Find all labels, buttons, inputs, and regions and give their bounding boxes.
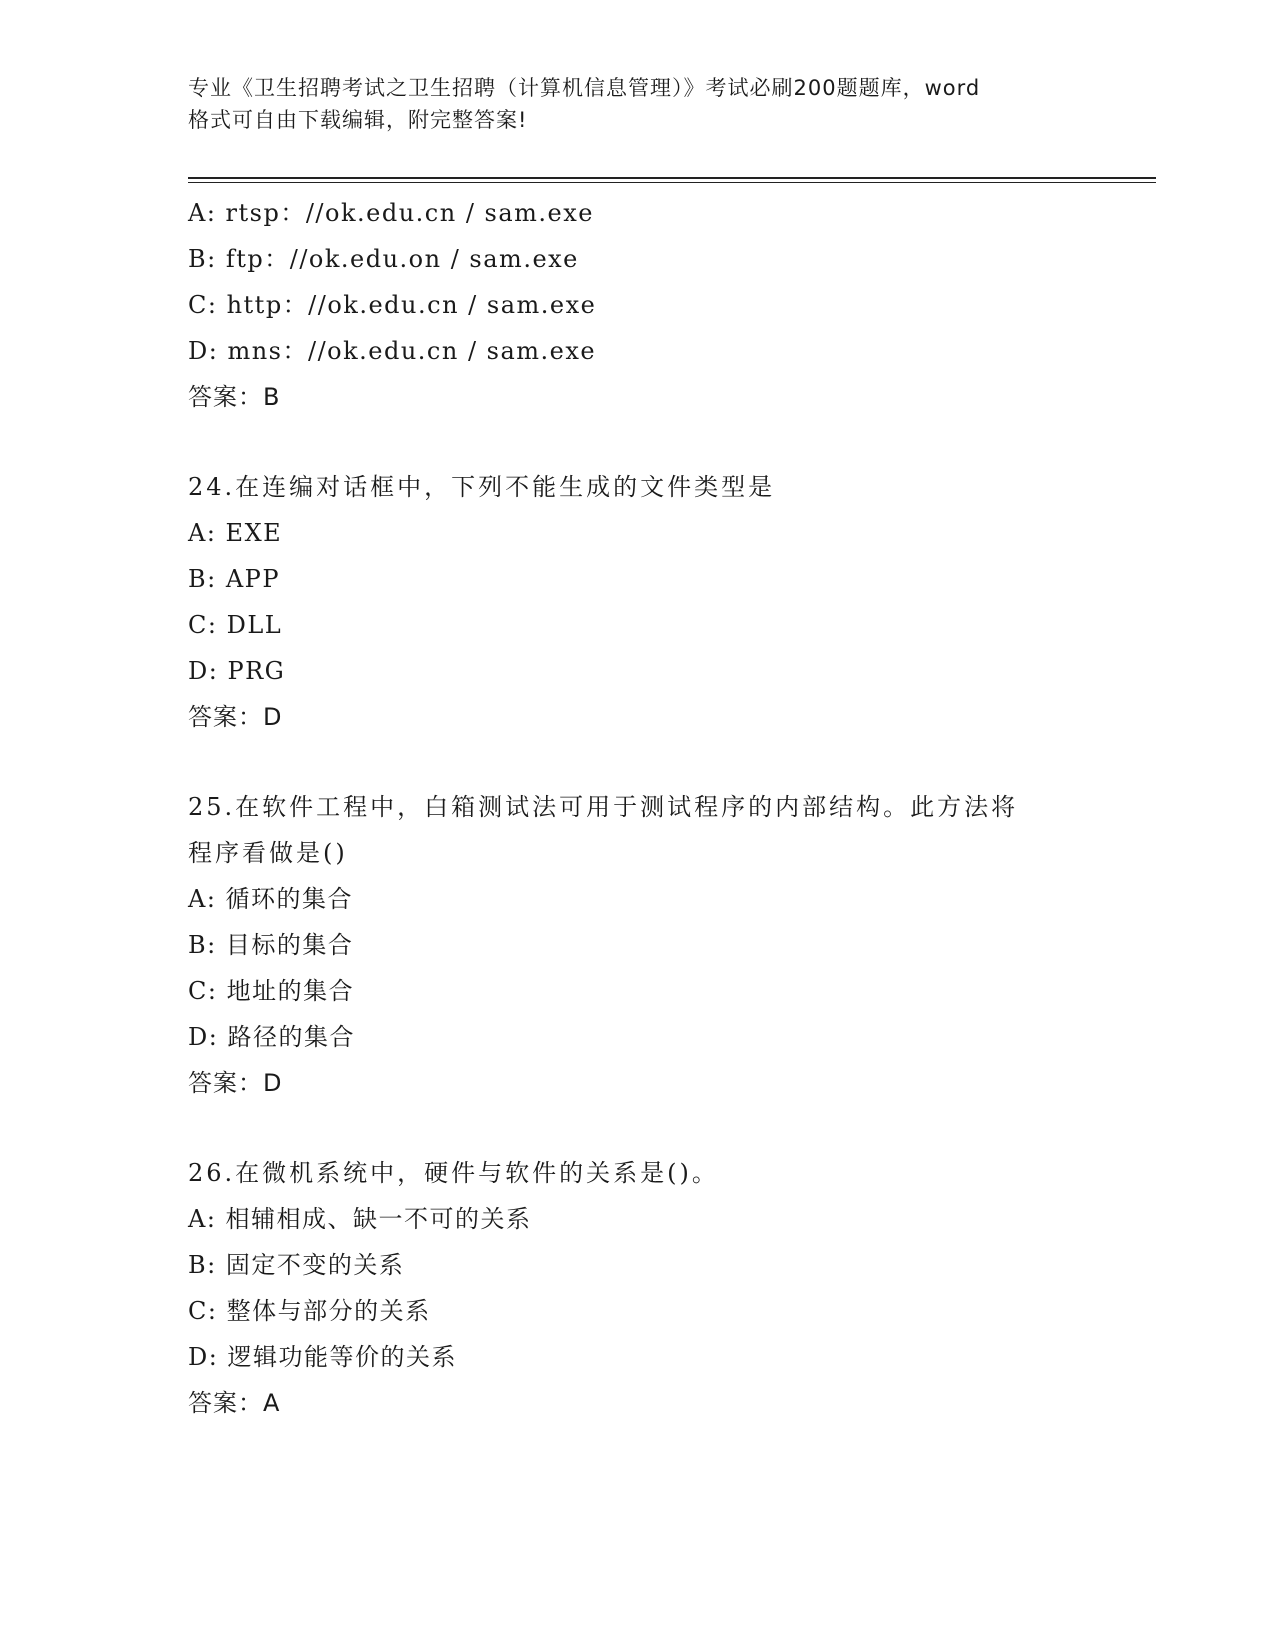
header-divider-thick (188, 177, 1156, 179)
option-d: D: 路径的集合 (188, 1023, 355, 1051)
header-line-2: 格式可自由下载编辑，附完整答案! (188, 108, 528, 132)
header-divider-thin (188, 182, 1156, 183)
option-c: C: 地址的集合 (188, 977, 355, 1005)
option-c: C: http：//ok.edu.cn / sam.exe (188, 291, 597, 319)
spacer (188, 1106, 1088, 1150)
spacer (188, 420, 1088, 464)
option-a: A: rtsp：//ok.edu.cn / sam.exe (188, 199, 594, 227)
spacer (188, 740, 1088, 784)
option-c: C: 整体与部分的关系 (188, 1297, 431, 1325)
answer-line: 答案：D (188, 703, 283, 731)
option-b: B: ftp：//ok.edu.on / sam.exe (188, 245, 579, 273)
header-line-1: 专业《卫生招聘考试之卫生招聘（计算机信息管理）》考试必刷200题题库，word (188, 76, 981, 100)
question-text-line-2: 程序看做是() (188, 839, 348, 867)
question-24 (188, 464, 1088, 740)
answer-line: 答案：B (188, 383, 281, 411)
question-text: 24.在连编对话框中，下列不能生成的文件类型是 (188, 473, 776, 501)
option-a: A: 循环的集合 (188, 885, 354, 913)
question-23 (188, 190, 1088, 420)
answer-line: 答案：A (188, 1389, 281, 1417)
option-b: B: 目标的集合 (188, 931, 354, 959)
option-d: D: PRG (188, 657, 286, 685)
question-list (188, 190, 1088, 1426)
option-b: B: 固定不变的关系 (188, 1251, 405, 1279)
question-25 (188, 784, 1088, 1106)
option-a: A: 相辅相成、缺一不可的关系 (188, 1205, 532, 1233)
question-text-line-1: 25.在软件工程中，白箱测试法可用于测试程序的内部结构。此方法将 (188, 793, 1019, 821)
document-header (188, 72, 1088, 136)
option-b: B: APP (188, 565, 280, 593)
question-26 (188, 1150, 1088, 1426)
option-a: A: EXE (188, 519, 283, 547)
option-c: C: DLL (188, 611, 283, 639)
question-text: 26.在微机系统中，硬件与软件的关系是()。 (188, 1159, 719, 1187)
answer-line: 答案：D (188, 1069, 283, 1097)
option-d: D: mns：//ok.edu.cn / sam.exe (188, 337, 597, 365)
option-d: D: 逻辑功能等价的关系 (188, 1343, 457, 1371)
